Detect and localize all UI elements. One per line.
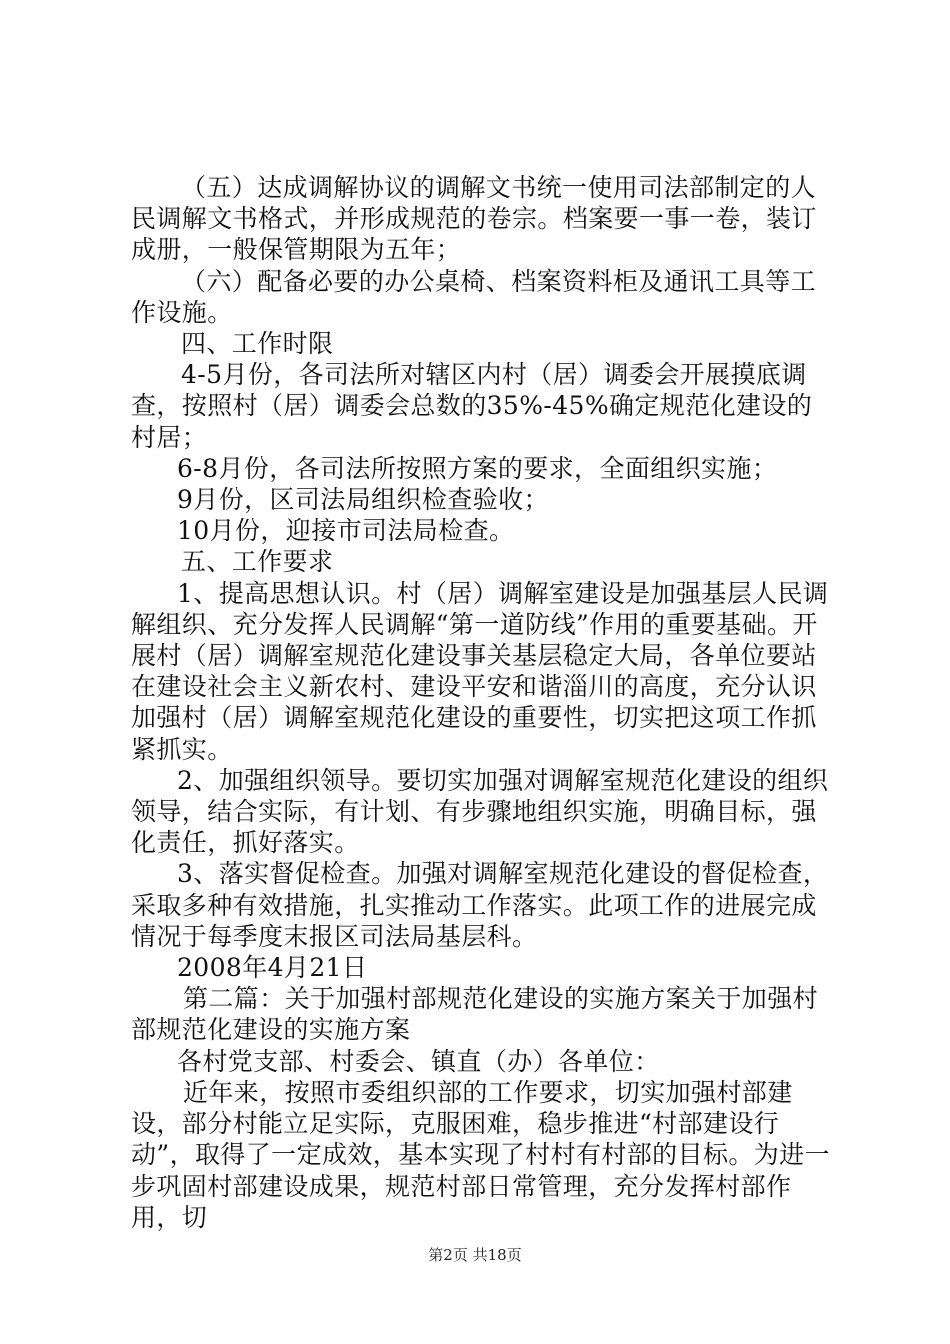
paragraph-april-may: 4-5月份，各司法所对辖区内村（居）调委会开展摸底调查，按照村（居）调委会总数的35%-45%确定规范化建设的村居；: [131, 360, 813, 452]
section-heading-requirements: 五、工作要求: [181, 547, 334, 577]
document-date: 2008年4月21日: [177, 953, 368, 983]
document-body: [131, 172, 831, 1233]
second-article-title: 第二篇：关于加强村部规范化建设的实施方案关于加强村部规范化建设的实施方案: [131, 984, 819, 1045]
paragraph-requirement-inspection: 3、落实督促检查。加强对调解室规范化建设的督促检查，采取多种有效措施，扎实推动工作落实。此项工作的进展完成情况于每季度末报区司法局基层科。: [131, 859, 829, 951]
paragraph-september: 9月份，区司法局组织检查验收；: [177, 485, 549, 515]
paragraph-june-august: 6-8月份，各司法所按照方案的要求，全面组织实施；: [177, 453, 778, 483]
page-number-footer: 第2页 共18页: [428, 1246, 522, 1264]
paragraph-requirement-leadership: 2、加强组织领导。要切实加强对调解室规范化建设的组织领导，结合实际，有计划、有步骤地组织实施，明确目标，强化责任，抓好落实。: [131, 765, 829, 858]
salutation: 各村党支部、村委会、镇直（办）各单位：: [177, 1046, 660, 1076]
paragraph-mediation-documents: （五）达成调解协议的调解文书统一使用司法部制定的人民调解文书格式，并形成规范的卷宗。档案要一事一卷，装订成册，一般保管期限为五年；: [131, 173, 817, 265]
paragraph-office-facilities: （六）配备必要的办公桌椅、档案资料柜及通讯工具等工作设施。: [131, 266, 817, 327]
paragraph-october: 10月份，迎接市司法局检查。: [177, 516, 515, 546]
section-heading-time-limit: 四、工作时限: [181, 329, 334, 359]
paragraph-recent-years: 近年来，按照市委组织部的工作要求，切实加强村部建设，部分村能立足实际，克服困难，稳步推进“村部建设行动”，取得了一定成效，基本实现了村村有村部的目标。为进一步巩固村部建设成果，规范村部日常管理，充分发挥村部作用，切: [131, 1077, 830, 1232]
paragraph-requirement-awareness: 1、提高思想认识。村（居）调解室建设是加强基层人民调解组织、充分发挥人民调解“第一道防线”作用的重要基础。开展村（居）调解室规范化建设事关基层稳定大局，各单位要站在建设社会主义新农村、建设平安和谐淄川的高度，充分认识加强村（居）调解室规范化建设的重要性，切实把这项工作抓紧抓实。: [131, 578, 829, 764]
